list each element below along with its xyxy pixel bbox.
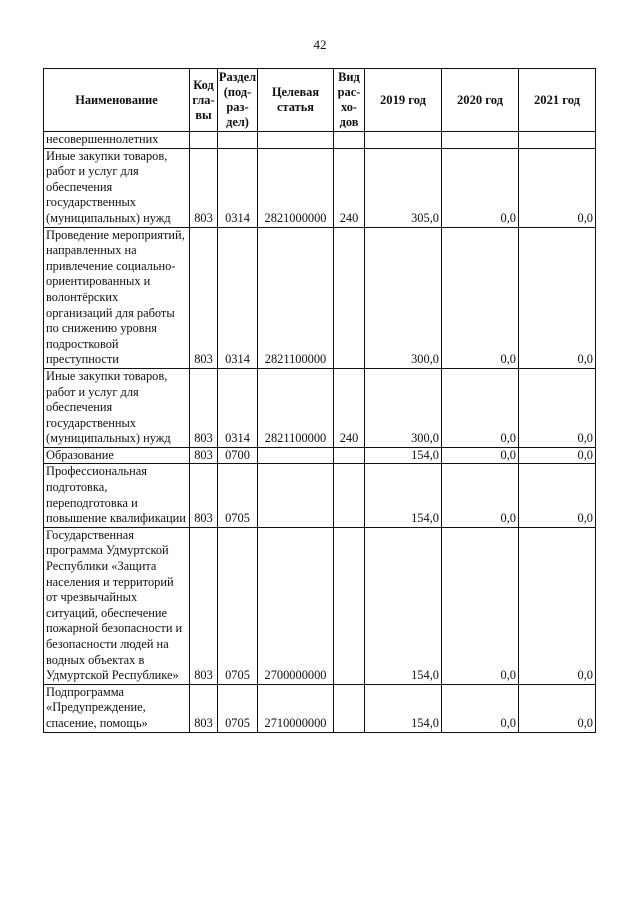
header-target: Целевая статья: [258, 69, 334, 132]
row-2019: 300,0: [365, 368, 442, 447]
header-section: Раздел (под- раз- дел): [218, 69, 258, 132]
row-name: Проведение мероприятий, направленных на привлечение социально-ориентированных и волонтёрских организаций для работы по снижению уровня подростковой преступности: [44, 227, 190, 368]
row-name: Государственная программа Удмуртской Республики «Защита населения и территорий от чрезвычайных ситуаций, обеспечение пожарной безопасности и безопасности людей на водных объектах в Удмуртской Республике»: [44, 527, 190, 684]
row-2020: 0,0: [442, 447, 519, 464]
row-name: несовершеннолетних: [44, 132, 190, 149]
table-row: [44, 464, 596, 527]
row-chapter: 803: [190, 227, 218, 368]
row-section: 0705: [218, 527, 258, 684]
row-2019: 154,0: [365, 464, 442, 527]
row-section: 0705: [218, 464, 258, 527]
table-row: [44, 684, 596, 732]
header-chapter: Код гла- вы: [190, 69, 218, 132]
row-chapter: 803: [190, 527, 218, 684]
row-2019: 154,0: [365, 684, 442, 732]
row-name: Образование: [44, 447, 190, 464]
row-chapter: 803: [190, 447, 218, 464]
row-section: 0705: [218, 684, 258, 732]
budget-table: [43, 68, 596, 733]
row-expense-type: [334, 447, 365, 464]
header-2020: 2020 год: [442, 69, 519, 132]
row-2021: 0,0: [519, 684, 596, 732]
row-2019: 300,0: [365, 227, 442, 368]
row-2020: [442, 132, 519, 149]
row-expense-type: 240: [334, 148, 365, 227]
table-row: [44, 227, 596, 368]
row-expense-type: [334, 227, 365, 368]
row-2020: 0,0: [442, 464, 519, 527]
row-section: 0314: [218, 227, 258, 368]
header-expense-type: Вид рас- хо- дов: [334, 69, 365, 132]
row-section: [218, 132, 258, 149]
table-row: [44, 132, 596, 149]
row-expense-type: 240: [334, 368, 365, 447]
row-expense-type: [334, 132, 365, 149]
row-2021: 0,0: [519, 464, 596, 527]
table-row: [44, 148, 596, 227]
row-2020: 0,0: [442, 227, 519, 368]
row-chapter: 803: [190, 464, 218, 527]
row-target: 2821000000: [258, 148, 334, 227]
row-expense-type: [334, 527, 365, 684]
table-row: [44, 527, 596, 684]
header-2021: 2021 год: [519, 69, 596, 132]
row-2021: 0,0: [519, 447, 596, 464]
row-target: 2710000000: [258, 684, 334, 732]
row-section: 0314: [218, 148, 258, 227]
row-name: Иные закупки товаров, работ и услуг для обеспечения государственных (муниципальных) нужд: [44, 368, 190, 447]
row-section: 0700: [218, 447, 258, 464]
row-2021: 0,0: [519, 368, 596, 447]
row-2019: 305,0: [365, 148, 442, 227]
row-name: Иные закупки товаров, работ и услуг для обеспечения государственных (муниципальных) нужд: [44, 148, 190, 227]
row-2019: 154,0: [365, 527, 442, 684]
row-2020: 0,0: [442, 368, 519, 447]
row-chapter: 803: [190, 368, 218, 447]
row-target: 2700000000: [258, 527, 334, 684]
row-expense-type: [334, 684, 365, 732]
header-name: Наименование: [44, 69, 190, 132]
row-target: [258, 464, 334, 527]
row-expense-type: [334, 464, 365, 527]
table-row: [44, 447, 596, 464]
row-name: Профессиональная подготовка, переподготовка и повышение квалификации: [44, 464, 190, 527]
row-chapter: 803: [190, 148, 218, 227]
page-number: 42: [313, 37, 327, 52]
row-name: Подпрограмма «Предупреждение, спасение, помощь»: [44, 684, 190, 732]
row-2021: 0,0: [519, 527, 596, 684]
row-2021: 0,0: [519, 148, 596, 227]
row-chapter: 803: [190, 684, 218, 732]
table-row: [44, 368, 596, 447]
row-2019: [365, 132, 442, 149]
row-2019: 154,0: [365, 447, 442, 464]
header-2019: 2019 год: [365, 69, 442, 132]
row-2020: 0,0: [442, 527, 519, 684]
row-2021: [519, 132, 596, 149]
row-section: 0314: [218, 368, 258, 447]
row-target: 2821100000: [258, 227, 334, 368]
table-header-row: [44, 69, 596, 132]
row-2020: 0,0: [442, 148, 519, 227]
row-2021: 0,0: [519, 227, 596, 368]
row-target: [258, 132, 334, 149]
row-target: [258, 447, 334, 464]
row-2020: 0,0: [442, 684, 519, 732]
row-chapter: [190, 132, 218, 149]
row-target: 2821100000: [258, 368, 334, 447]
